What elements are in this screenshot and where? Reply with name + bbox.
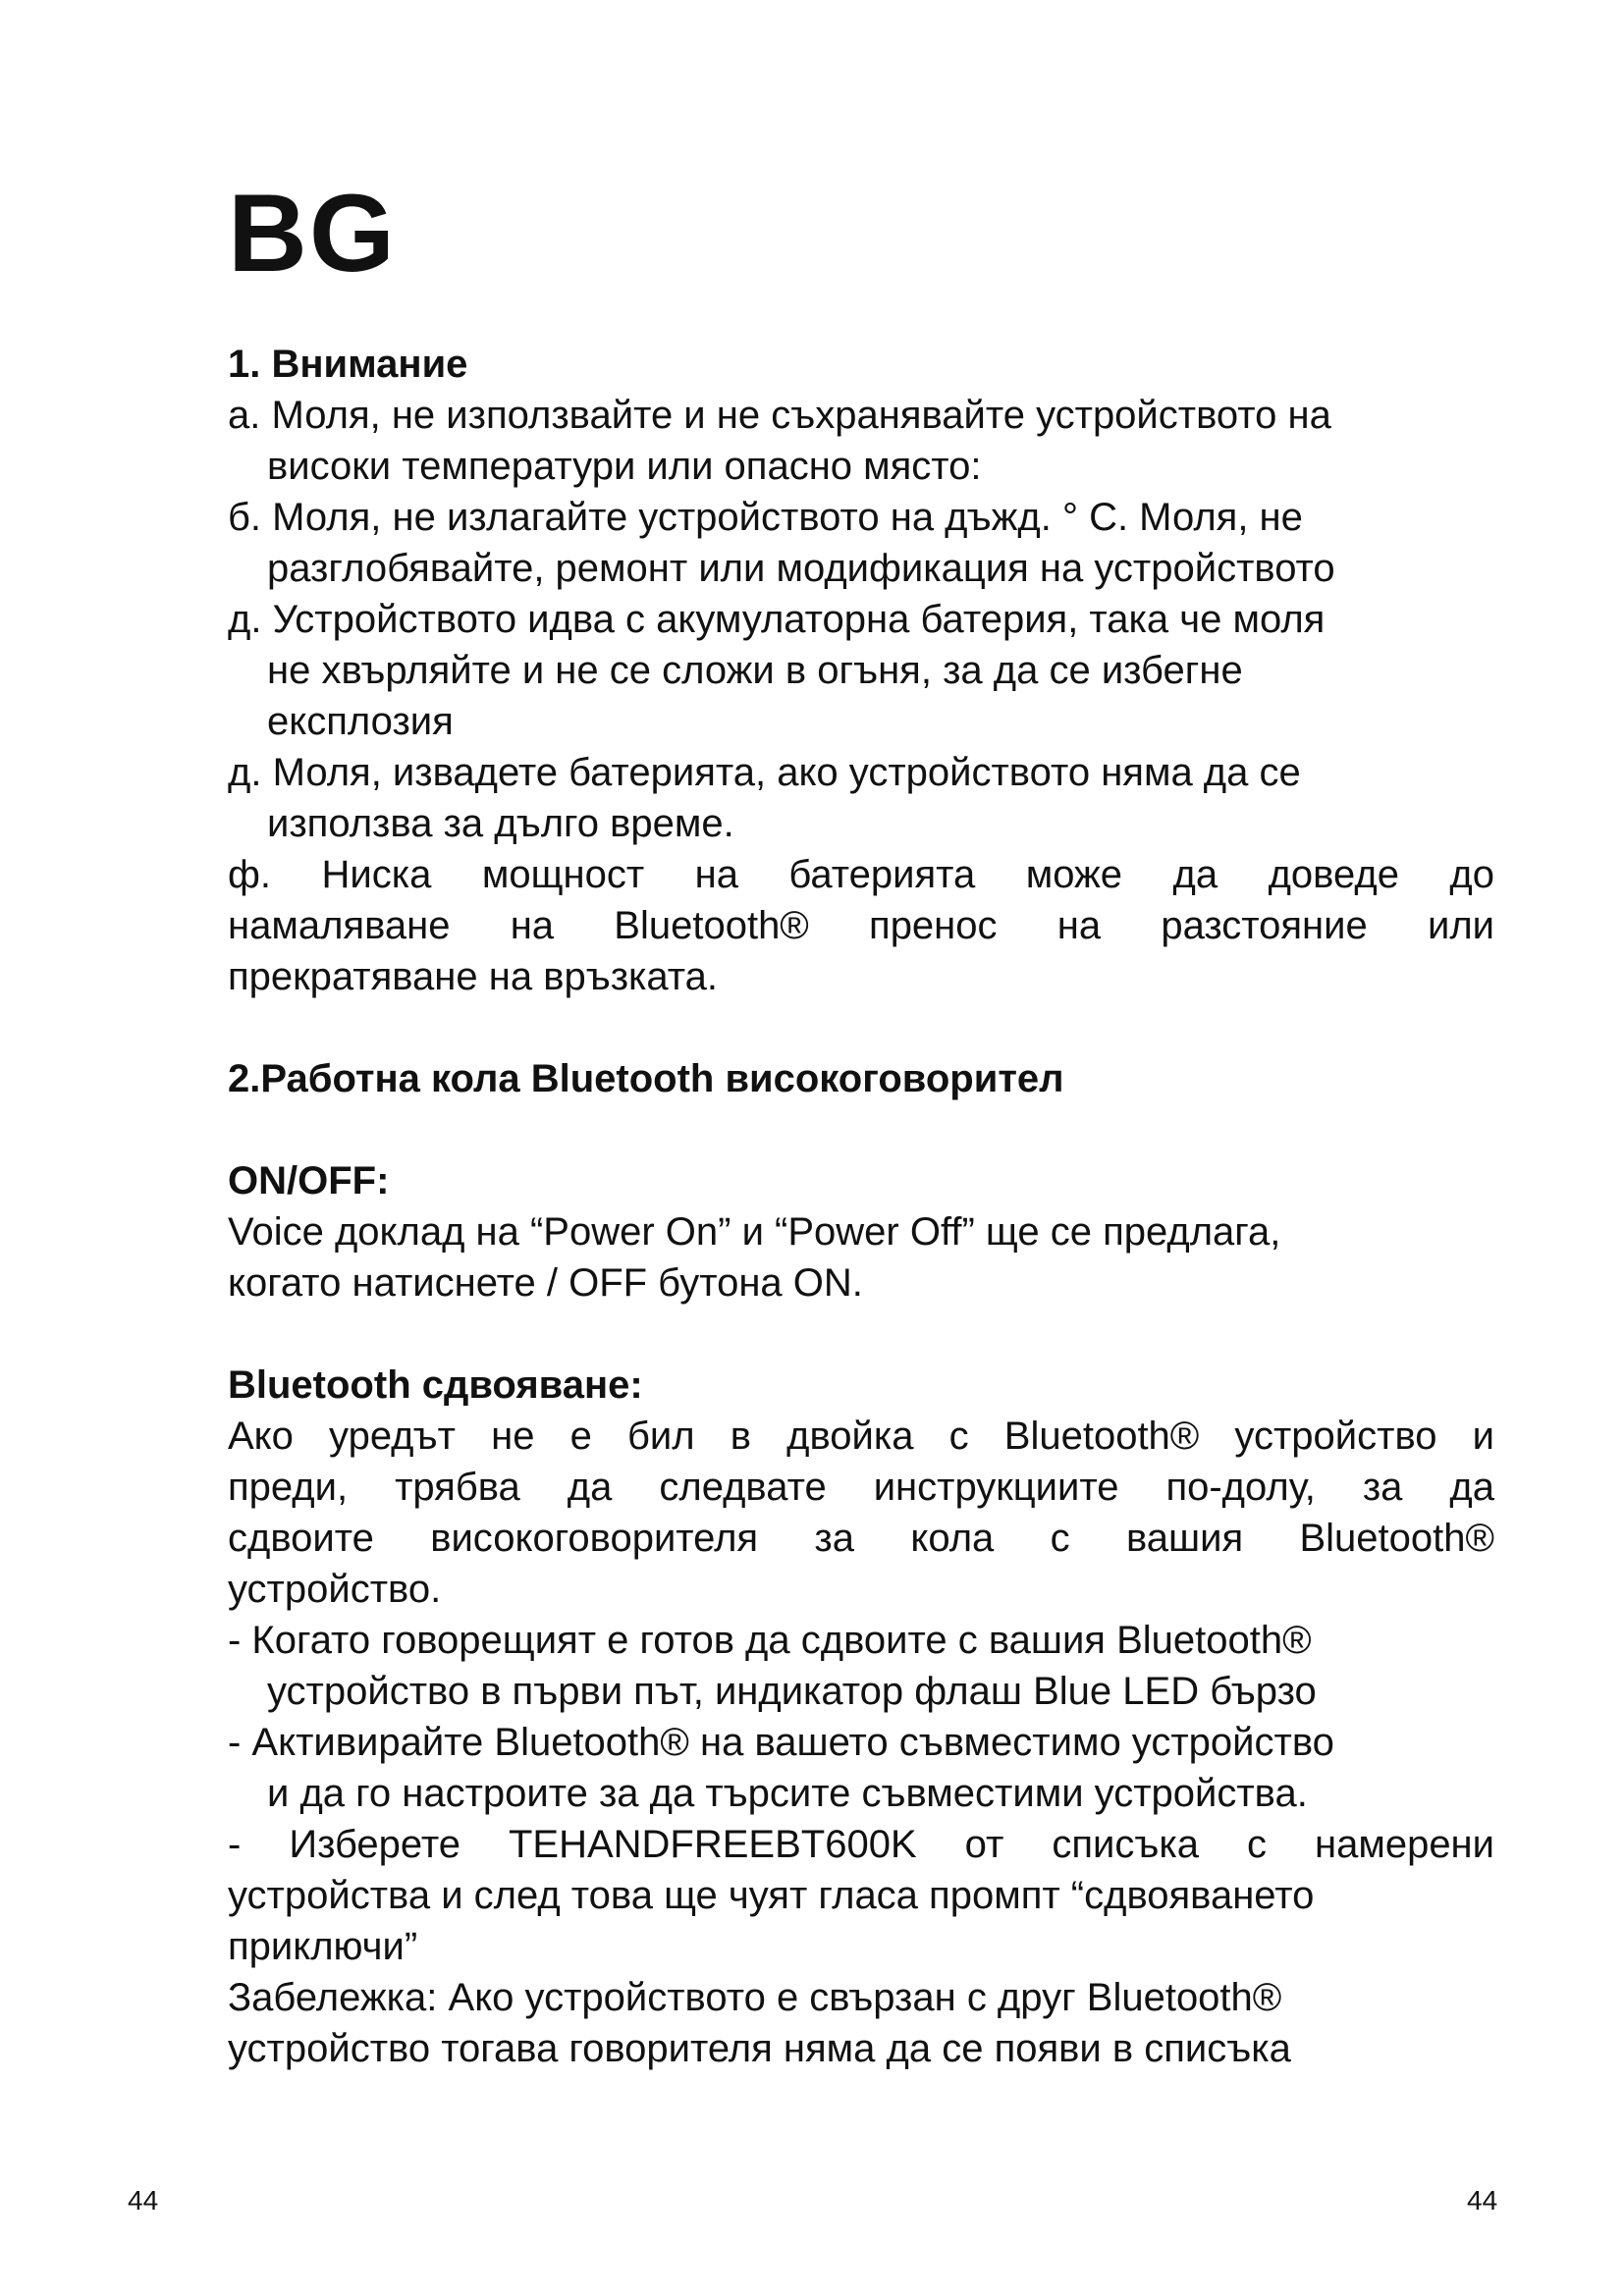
pairing-heading: Bluetooth сдвояване:	[228, 1363, 643, 1407]
section1-heading: 1. Внимание	[228, 343, 468, 386]
pairing-bullet-1: - Когато говорещият е готов да сдвоите с вашия Bluetooth® устройство в първи път, индикатор флаш Blue LED бързо	[228, 1619, 1317, 1713]
page-number-left: 44	[128, 2185, 159, 2216]
pairing-note: Забележка: Ако устройството е свързан с друг Bluetooth® устройство тогава говорителя няма да се появи в списъка	[228, 1976, 1291, 2070]
pairing-bullet-2: - Активирайте Bluetooth® на вашето съвместимо устройство и да го настроите за да търсите съвместими устройства.	[228, 1721, 1334, 1815]
content-column	[228, 339, 1494, 2074]
warning-item-b: б. Моля, не излагайте устройството на дъжд. ° С. Моля, не разглобявайте, ремонт или модификация на устройството	[228, 496, 1335, 590]
warning-item-d: д. Моля, извадете батерията, ако устройството няма да се използва за дълго време.	[228, 751, 1301, 845]
warning-item-a: а. Моля, не използвайте и не съхранявайте устройството на високи температури или опасно място:	[228, 394, 1331, 488]
page-number-right: 44	[1467, 2185, 1498, 2216]
pairing-intro: Ако уредът не е бил в двойка с Bluetooth® устройство и преди, трябва да следвате инструкциите по-долу, за да сдвоите високоговорителя за кола с вашия Bluetooth® устройство.	[228, 1415, 1494, 1611]
section2-heading: 2.Работна кола Bluetooth високоговорител	[228, 1057, 1064, 1100]
warning-item-c: д. Устройството идва с акумулаторна батерия, така че моля не хвърляйте и не се сложи в огъня, за да се избегне експлозия	[228, 598, 1326, 743]
language-code: BG	[228, 172, 397, 294]
onoff-text: Voice доклад на “Power On” и “Power Off” ще се предлага, когато натиснете / OFF бутона ON.	[228, 1210, 1281, 1305]
warning-item-e: ф. Ниска мощност на батерията може да доведе до намаляване на Bluetooth® пренос на разстояние или прекратяване на връзката.	[228, 853, 1494, 998]
onoff-heading: ON/OFF:	[228, 1159, 390, 1202]
pairing-bullet-3: - Изберете TEHANDFREEBT600K от списъка с намерени устройства и след това ще чуят гласа промпт “сдвояването приключи”	[228, 1823, 1494, 1968]
